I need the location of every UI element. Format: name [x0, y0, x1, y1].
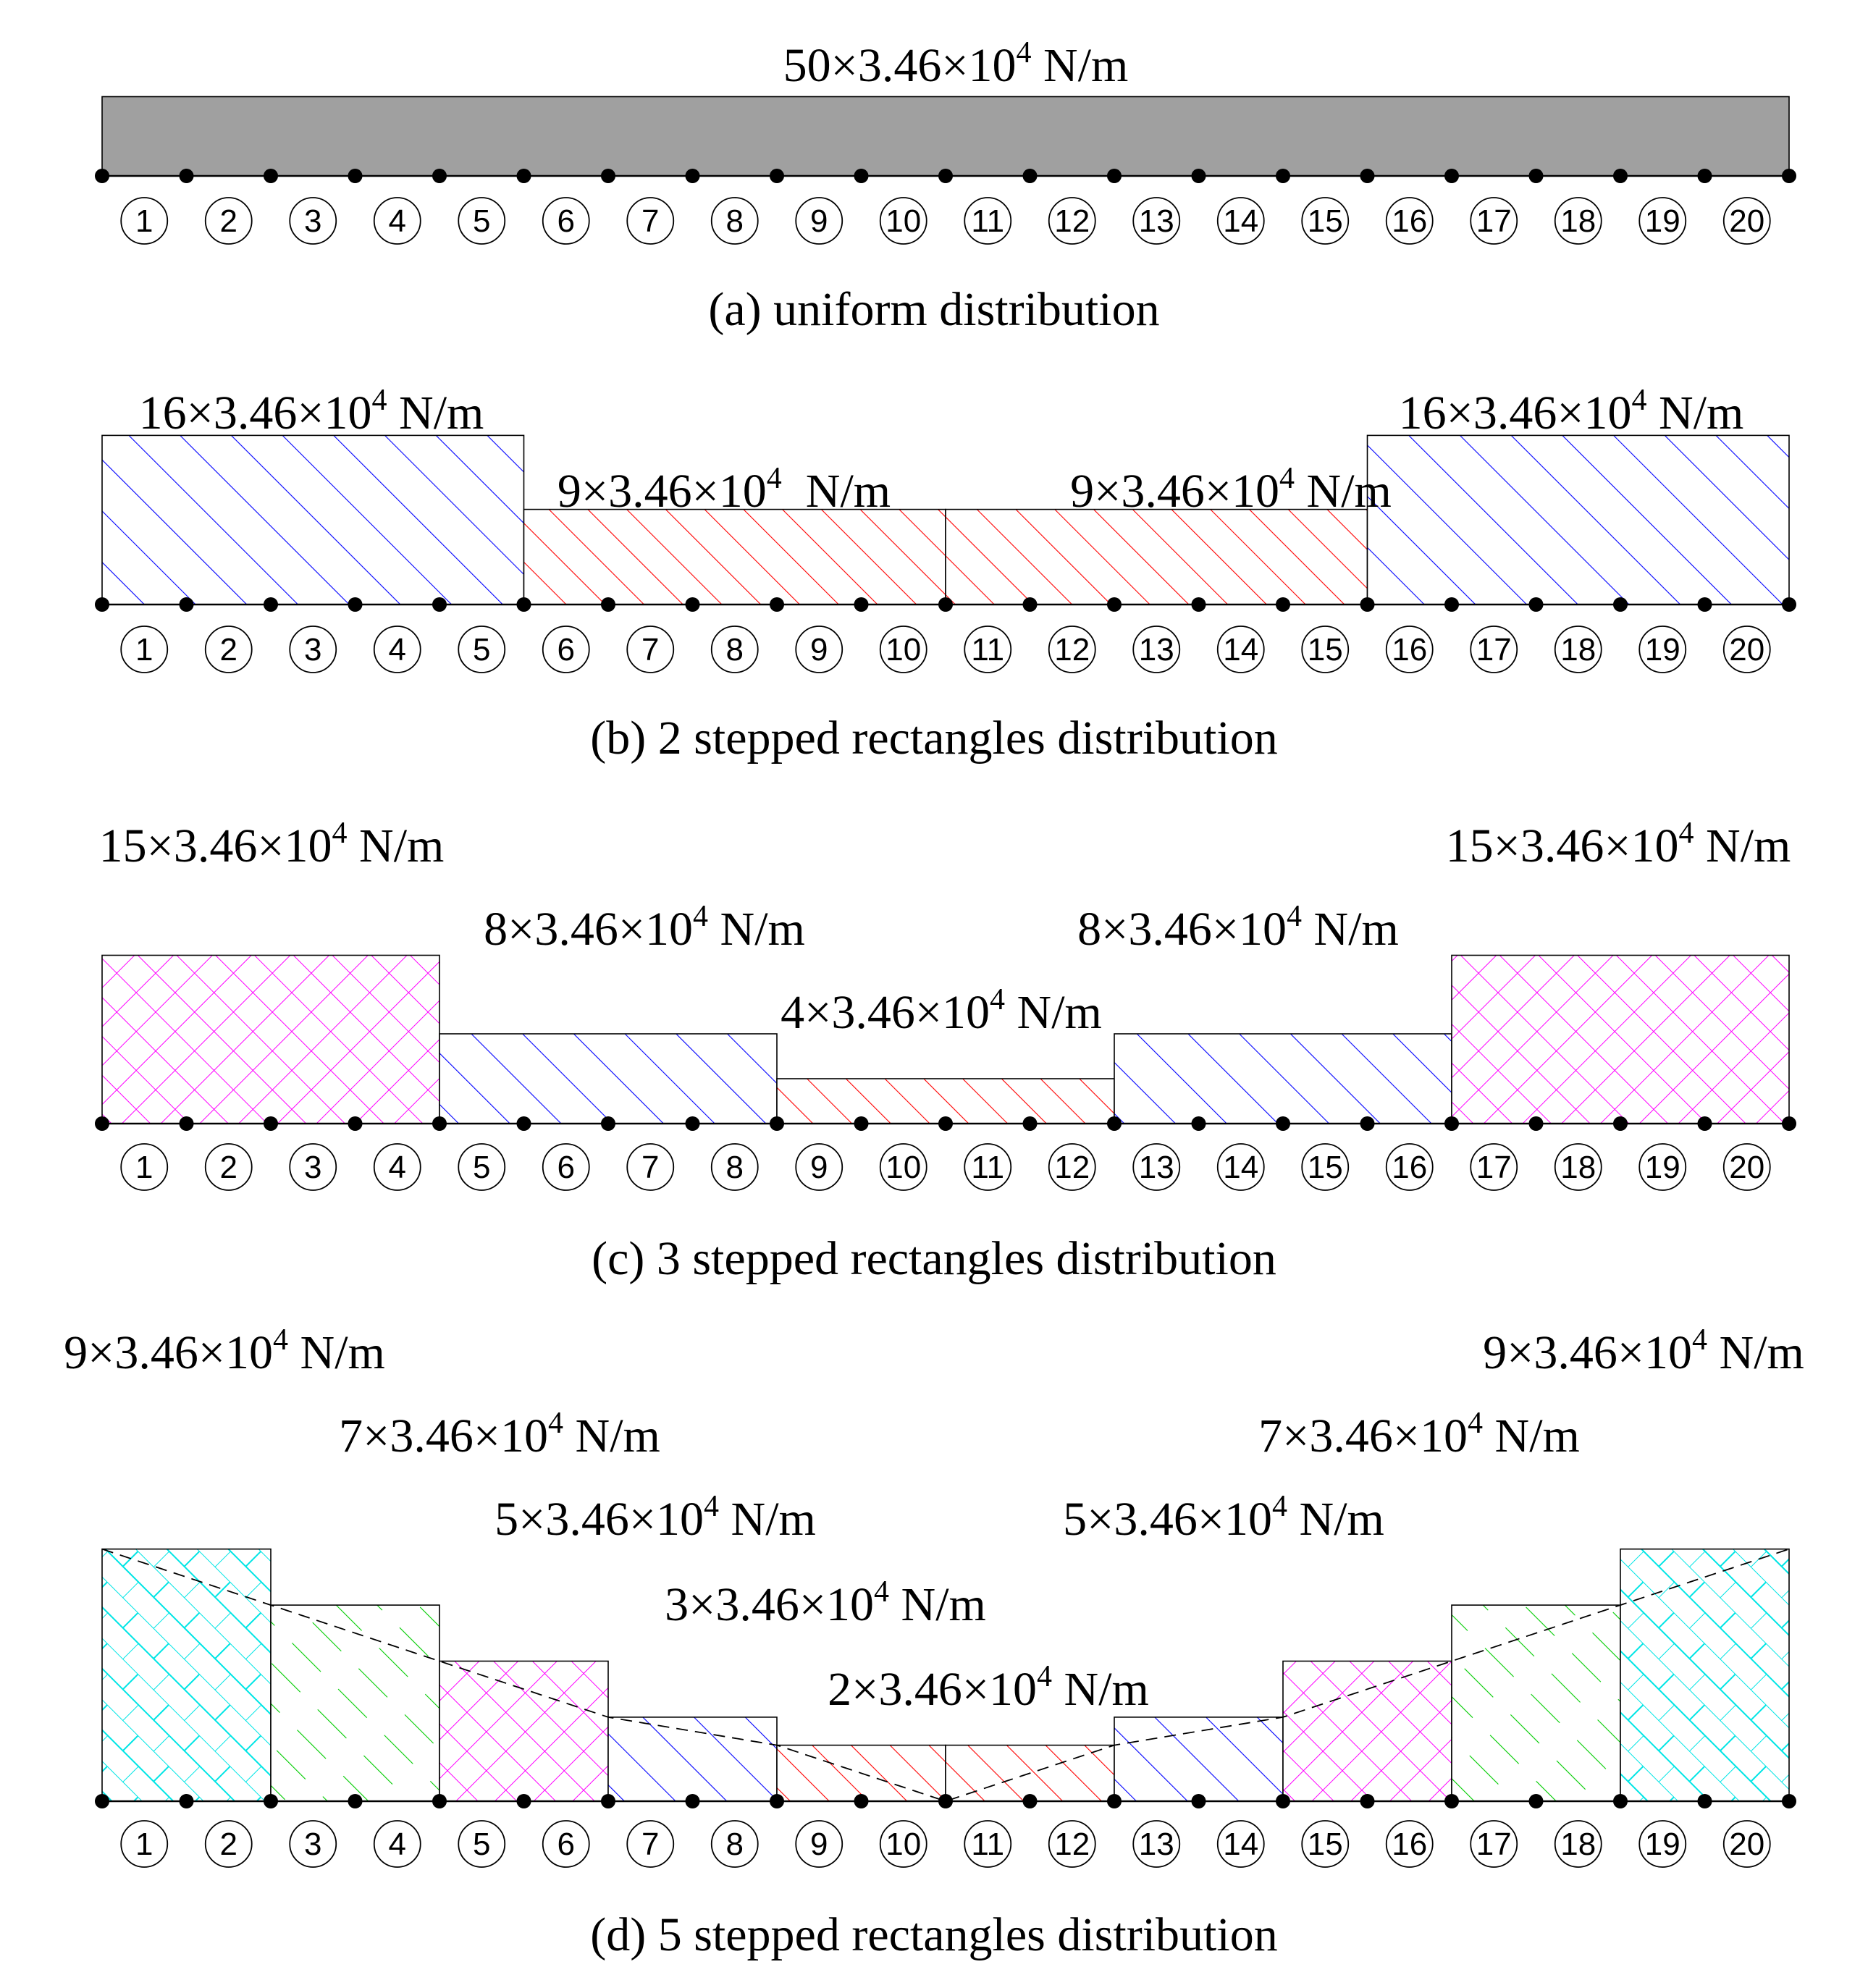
element-number: 6 — [557, 632, 575, 667]
node-dot — [1529, 169, 1544, 183]
load-label-unit: N/m — [1052, 1663, 1149, 1716]
element-number: 5 — [473, 632, 491, 667]
element-number: 16 — [1392, 1150, 1428, 1185]
load-label — [1258, 1407, 1580, 1462]
element-number: 10 — [885, 203, 922, 239]
element-number: 17 — [1476, 1150, 1512, 1185]
panel-caption-a: (a) uniform distribution — [708, 283, 1160, 336]
node-dot — [1613, 1794, 1628, 1808]
load-label-value: 15×3.46×10 — [1445, 820, 1679, 872]
element-number: 10 — [885, 1827, 922, 1862]
element-number: 9 — [810, 632, 828, 667]
load-label-unit: N/m — [708, 903, 805, 956]
element-number: 13 — [1138, 203, 1174, 239]
element-number: 1 — [135, 1827, 153, 1862]
node-dot — [180, 597, 194, 612]
node-dot — [1444, 597, 1459, 612]
element-number: 5 — [473, 203, 491, 239]
node-dot — [432, 597, 447, 612]
element-number: 3 — [304, 632, 322, 667]
node-dot — [1613, 169, 1628, 183]
node-dot — [432, 1116, 447, 1131]
panel-caption-b: (b) 2 stepped rectangles distribution — [590, 712, 1278, 765]
load-label-value: 5×3.46×10 — [1063, 1493, 1273, 1546]
load-label-unit: N/m — [1302, 903, 1399, 956]
load-label-unit: N/m — [288, 1326, 385, 1379]
load-label-unit: N/m — [1707, 1326, 1804, 1379]
element-number: 17 — [1476, 632, 1512, 667]
node-dot — [601, 1794, 615, 1808]
load-label-unit: N/m — [1646, 387, 1744, 439]
element-number: 8 — [725, 1150, 744, 1185]
load-block-d-8 — [1283, 1661, 1452, 1802]
load-label-value: 5×3.46×10 — [495, 1493, 704, 1546]
load-block-d-7 — [1114, 1717, 1283, 1801]
node-dot — [601, 169, 615, 183]
element-number: 8 — [725, 203, 744, 239]
load-label — [99, 817, 445, 872]
element-number: 4 — [388, 1150, 406, 1185]
load-label-exponent: 4 — [874, 1575, 890, 1609]
node-dot — [1698, 1116, 1712, 1131]
element-number: 11 — [971, 203, 1005, 239]
node-dot — [432, 169, 447, 183]
load-block-b-1 — [102, 435, 524, 605]
node-dot — [432, 1794, 447, 1808]
panel-a — [95, 36, 1796, 336]
node-dot — [1444, 1794, 1459, 1808]
load-label — [484, 900, 805, 956]
load-label-unit: N/m — [387, 387, 484, 439]
node-dot — [938, 169, 953, 183]
load-label — [339, 1407, 660, 1462]
load-label-exponent: 4 — [1016, 36, 1032, 70]
element-number: 18 — [1560, 1150, 1596, 1185]
load-label-unit: N/m — [719, 1493, 816, 1546]
node-dot — [95, 597, 109, 612]
node-dot — [1023, 169, 1038, 183]
element-number: 14 — [1223, 1150, 1259, 1185]
element-number: 10 — [885, 1150, 922, 1185]
load-block-c-1 — [102, 956, 439, 1124]
load-label-value: 16×3.46×10 — [1398, 387, 1632, 439]
load-block-a-1 — [102, 97, 1789, 177]
node-dot — [686, 1116, 700, 1131]
node-dot — [1782, 169, 1796, 183]
load-label-unit: N/m — [1287, 1493, 1384, 1546]
load-label — [1483, 1323, 1804, 1379]
node-dot — [1360, 169, 1375, 183]
element-number: 15 — [1307, 1827, 1343, 1862]
node-dot — [264, 1794, 278, 1808]
element-number: 11 — [971, 632, 1005, 667]
element-number: 5 — [473, 1150, 491, 1185]
element-number: 13 — [1138, 1827, 1174, 1862]
node-dot — [95, 1794, 109, 1808]
load-label-exponent: 4 — [1279, 462, 1295, 495]
element-number: 18 — [1560, 632, 1596, 667]
element-number: 16 — [1392, 203, 1428, 239]
load-label-value: 9×3.46×10 — [557, 465, 767, 518]
panel-caption-c: (c) 3 stepped rectangles distribution — [592, 1232, 1276, 1285]
element-number: 4 — [388, 1827, 406, 1862]
load-label — [64, 1323, 385, 1379]
node-dot — [1107, 169, 1122, 183]
load-label-exponent: 4 — [1692, 1323, 1708, 1357]
element-number: 20 — [1729, 1827, 1765, 1862]
load-label — [1063, 1490, 1384, 1546]
element-number: 9 — [810, 1827, 828, 1862]
element-number: 17 — [1476, 1827, 1512, 1862]
element-number: 6 — [557, 1827, 575, 1862]
load-label-value: 8×3.46×10 — [484, 903, 694, 956]
element-number: 9 — [810, 203, 828, 239]
load-block-b-3 — [946, 510, 1368, 605]
load-label-value: 9×3.46×10 — [64, 1326, 274, 1379]
element-number: 15 — [1307, 632, 1343, 667]
load-label — [783, 36, 1129, 92]
node-dot — [1529, 1794, 1544, 1808]
load-label-value: 16×3.46×10 — [138, 387, 372, 439]
element-number: 11 — [971, 1827, 1005, 1862]
node-dot — [264, 169, 278, 183]
node-dot — [1782, 597, 1796, 612]
panel-caption-d: (d) 5 stepped rectangles distribution — [590, 1908, 1278, 1961]
element-number: 20 — [1729, 1150, 1765, 1185]
node-dot — [1444, 1116, 1459, 1131]
element-number: 12 — [1054, 632, 1090, 667]
load-label-exponent: 4 — [1272, 1490, 1288, 1523]
element-number: 14 — [1223, 1827, 1259, 1862]
element-number: 14 — [1223, 632, 1259, 667]
node-dot — [264, 1116, 278, 1131]
element-number: 5 — [473, 1827, 491, 1862]
element-number: 16 — [1392, 1827, 1428, 1862]
element-number: 3 — [304, 203, 322, 239]
element-number: 20 — [1729, 203, 1765, 239]
element-number: 12 — [1054, 203, 1090, 239]
node-dot — [180, 1116, 194, 1131]
element-number: 18 — [1560, 203, 1596, 239]
node-dot — [686, 1794, 700, 1808]
node-dot — [686, 169, 700, 183]
node-dot — [264, 597, 278, 612]
load-block-c-2 — [439, 1034, 777, 1124]
node-dot — [1529, 597, 1544, 612]
node-dot — [854, 1116, 869, 1131]
element-number: 18 — [1560, 1827, 1596, 1862]
node-dot — [854, 169, 869, 183]
element-number: 1 — [135, 632, 153, 667]
load-label — [495, 1490, 816, 1546]
node-dot — [1276, 1794, 1290, 1808]
load-label — [139, 384, 484, 439]
node-dot — [601, 597, 615, 612]
element-number: 1 — [135, 203, 153, 239]
node-dot — [1192, 597, 1206, 612]
load-label-value: 2×3.46×10 — [828, 1663, 1038, 1716]
load-label-value: 4×3.46×10 — [781, 986, 990, 1039]
node-dot — [1192, 1116, 1206, 1131]
load-label — [1070, 462, 1392, 518]
node-dot — [1107, 1116, 1122, 1131]
node-dot — [1023, 1116, 1038, 1131]
element-number: 11 — [971, 1150, 1005, 1185]
node-dot — [1529, 1116, 1544, 1131]
element-number: 20 — [1729, 632, 1765, 667]
load-label-exponent: 4 — [332, 817, 348, 850]
node-dot — [770, 1116, 784, 1131]
load-block-d-4 — [608, 1717, 777, 1801]
element-number: 19 — [1644, 1827, 1680, 1862]
node-dot — [1698, 597, 1712, 612]
load-label-exponent: 4 — [1678, 817, 1694, 850]
panel-c — [95, 817, 1796, 1285]
load-label-exponent: 4 — [273, 1323, 289, 1357]
load-label-unit: N/m — [1295, 465, 1392, 518]
node-dot — [95, 169, 109, 183]
node-dot — [517, 597, 531, 612]
node-dot — [95, 1116, 109, 1131]
node-dot — [1613, 1116, 1628, 1131]
node-dot — [1613, 597, 1628, 612]
element-number: 3 — [304, 1150, 322, 1185]
node-dot — [1107, 597, 1122, 612]
element-number: 19 — [1644, 632, 1680, 667]
node-dot — [854, 597, 869, 612]
load-block-b-4 — [1368, 435, 1790, 605]
element-number: 4 — [388, 203, 406, 239]
load-label-value: 8×3.46×10 — [1077, 903, 1287, 956]
element-number: 15 — [1307, 203, 1343, 239]
node-dot — [770, 1794, 784, 1808]
node-dot — [1360, 1794, 1375, 1808]
node-dot — [1192, 1794, 1206, 1808]
load-block-d-10 — [1620, 1549, 1789, 1801]
node-dot — [1023, 1794, 1038, 1808]
load-label-exponent: 4 — [766, 462, 782, 495]
node-dot — [1698, 1794, 1712, 1808]
node-dot — [1192, 169, 1206, 183]
load-label-exponent: 4 — [990, 983, 1006, 1016]
node-dot — [601, 1116, 615, 1131]
load-label-unit: N/m — [1031, 39, 1129, 92]
node-dot — [1782, 1116, 1796, 1131]
element-number: 6 — [557, 1150, 575, 1185]
load-label — [1446, 817, 1791, 872]
load-block-d-9 — [1452, 1605, 1620, 1801]
load-label-unit: N/m — [781, 465, 891, 518]
panel-d — [64, 1323, 1804, 1961]
element-number: 10 — [885, 632, 922, 667]
node-dot — [1782, 1794, 1796, 1808]
node-dot — [1276, 1116, 1290, 1131]
node-dot — [348, 1116, 363, 1131]
load-label — [828, 1660, 1149, 1716]
node-dot — [686, 597, 700, 612]
element-number: 2 — [219, 1827, 237, 1862]
node-dot — [1360, 1116, 1375, 1131]
element-number: 17 — [1476, 203, 1512, 239]
element-number: 4 — [388, 632, 406, 667]
node-dot — [180, 169, 194, 183]
element-number: 19 — [1644, 203, 1680, 239]
load-label-value: 3×3.46×10 — [665, 1578, 875, 1631]
load-label — [558, 462, 891, 518]
node-dot — [1023, 597, 1038, 612]
load-label-exponent: 4 — [1287, 900, 1303, 933]
node-dot — [1276, 597, 1290, 612]
node-dot — [1444, 169, 1459, 183]
node-dot — [1107, 1794, 1122, 1808]
element-number: 9 — [810, 1150, 828, 1185]
load-block-d-3 — [439, 1661, 608, 1802]
element-number: 16 — [1392, 632, 1428, 667]
node-dot — [938, 1116, 953, 1131]
load-label-exponent: 4 — [371, 384, 387, 417]
load-label-value: 9×3.46×10 — [1070, 465, 1280, 518]
node-dot — [770, 169, 784, 183]
load-label-exponent: 4 — [1468, 1407, 1484, 1440]
element-number: 14 — [1223, 203, 1259, 239]
load-label-unit: N/m — [563, 1410, 660, 1462]
node-dot — [517, 1794, 531, 1808]
load-block-d-1 — [102, 1549, 271, 1801]
node-dot — [770, 597, 784, 612]
load-label-unit: N/m — [347, 820, 445, 872]
element-number: 7 — [641, 632, 660, 667]
load-block-d-2 — [271, 1605, 439, 1801]
node-dot — [1276, 169, 1290, 183]
element-number: 7 — [641, 1827, 660, 1862]
node-dot — [348, 597, 363, 612]
element-number: 12 — [1054, 1150, 1090, 1185]
load-label-unit: N/m — [1694, 820, 1791, 872]
load-label-exponent: 4 — [548, 1407, 564, 1440]
element-number: 8 — [725, 1827, 744, 1862]
load-label — [1399, 384, 1744, 439]
load-label-unit: N/m — [1005, 986, 1102, 1039]
load-label-unit: N/m — [1483, 1410, 1580, 1462]
element-number: 2 — [219, 203, 237, 239]
node-dot — [180, 1794, 194, 1808]
node-dot — [1698, 169, 1712, 183]
load-label-value: 7×3.46×10 — [1258, 1410, 1468, 1462]
element-number: 7 — [641, 1150, 660, 1185]
load-label-value: 7×3.46×10 — [339, 1410, 549, 1462]
element-number: 15 — [1307, 1150, 1343, 1185]
element-number: 19 — [1644, 1150, 1680, 1185]
element-number: 7 — [641, 203, 660, 239]
load-label-value: 9×3.46×10 — [1483, 1326, 1693, 1379]
load-block-c-4 — [1114, 1034, 1452, 1124]
load-label-exponent: 4 — [693, 900, 709, 933]
load-label — [665, 1575, 986, 1631]
element-number: 12 — [1054, 1827, 1090, 1862]
node-dot — [1360, 597, 1375, 612]
node-dot — [938, 597, 953, 612]
load-label — [781, 983, 1102, 1039]
load-label-value: 50×3.46×10 — [783, 39, 1017, 92]
element-number: 13 — [1138, 632, 1174, 667]
load-label-exponent: 4 — [1037, 1660, 1053, 1693]
element-number: 2 — [219, 1150, 237, 1185]
node-dot — [348, 1794, 363, 1808]
element-number: 8 — [725, 632, 744, 667]
element-number: 1 — [135, 1150, 153, 1185]
load-label-exponent: 4 — [704, 1490, 720, 1523]
node-dot — [348, 169, 363, 183]
element-number: 3 — [304, 1827, 322, 1862]
load-block-c-5 — [1452, 956, 1789, 1124]
panel-b — [95, 384, 1796, 765]
node-dot — [854, 1794, 869, 1808]
node-dot — [938, 1794, 953, 1808]
load-label-exponent: 4 — [1631, 384, 1647, 417]
load-label-unit: N/m — [889, 1578, 986, 1631]
load-label-value: 15×3.46×10 — [98, 820, 332, 872]
element-number: 13 — [1138, 1150, 1174, 1185]
load-block-b-2 — [524, 510, 946, 605]
element-number: 6 — [557, 203, 575, 239]
node-dot — [517, 169, 531, 183]
node-dot — [517, 1116, 531, 1131]
element-number: 2 — [219, 632, 237, 667]
load-label — [1077, 900, 1399, 956]
